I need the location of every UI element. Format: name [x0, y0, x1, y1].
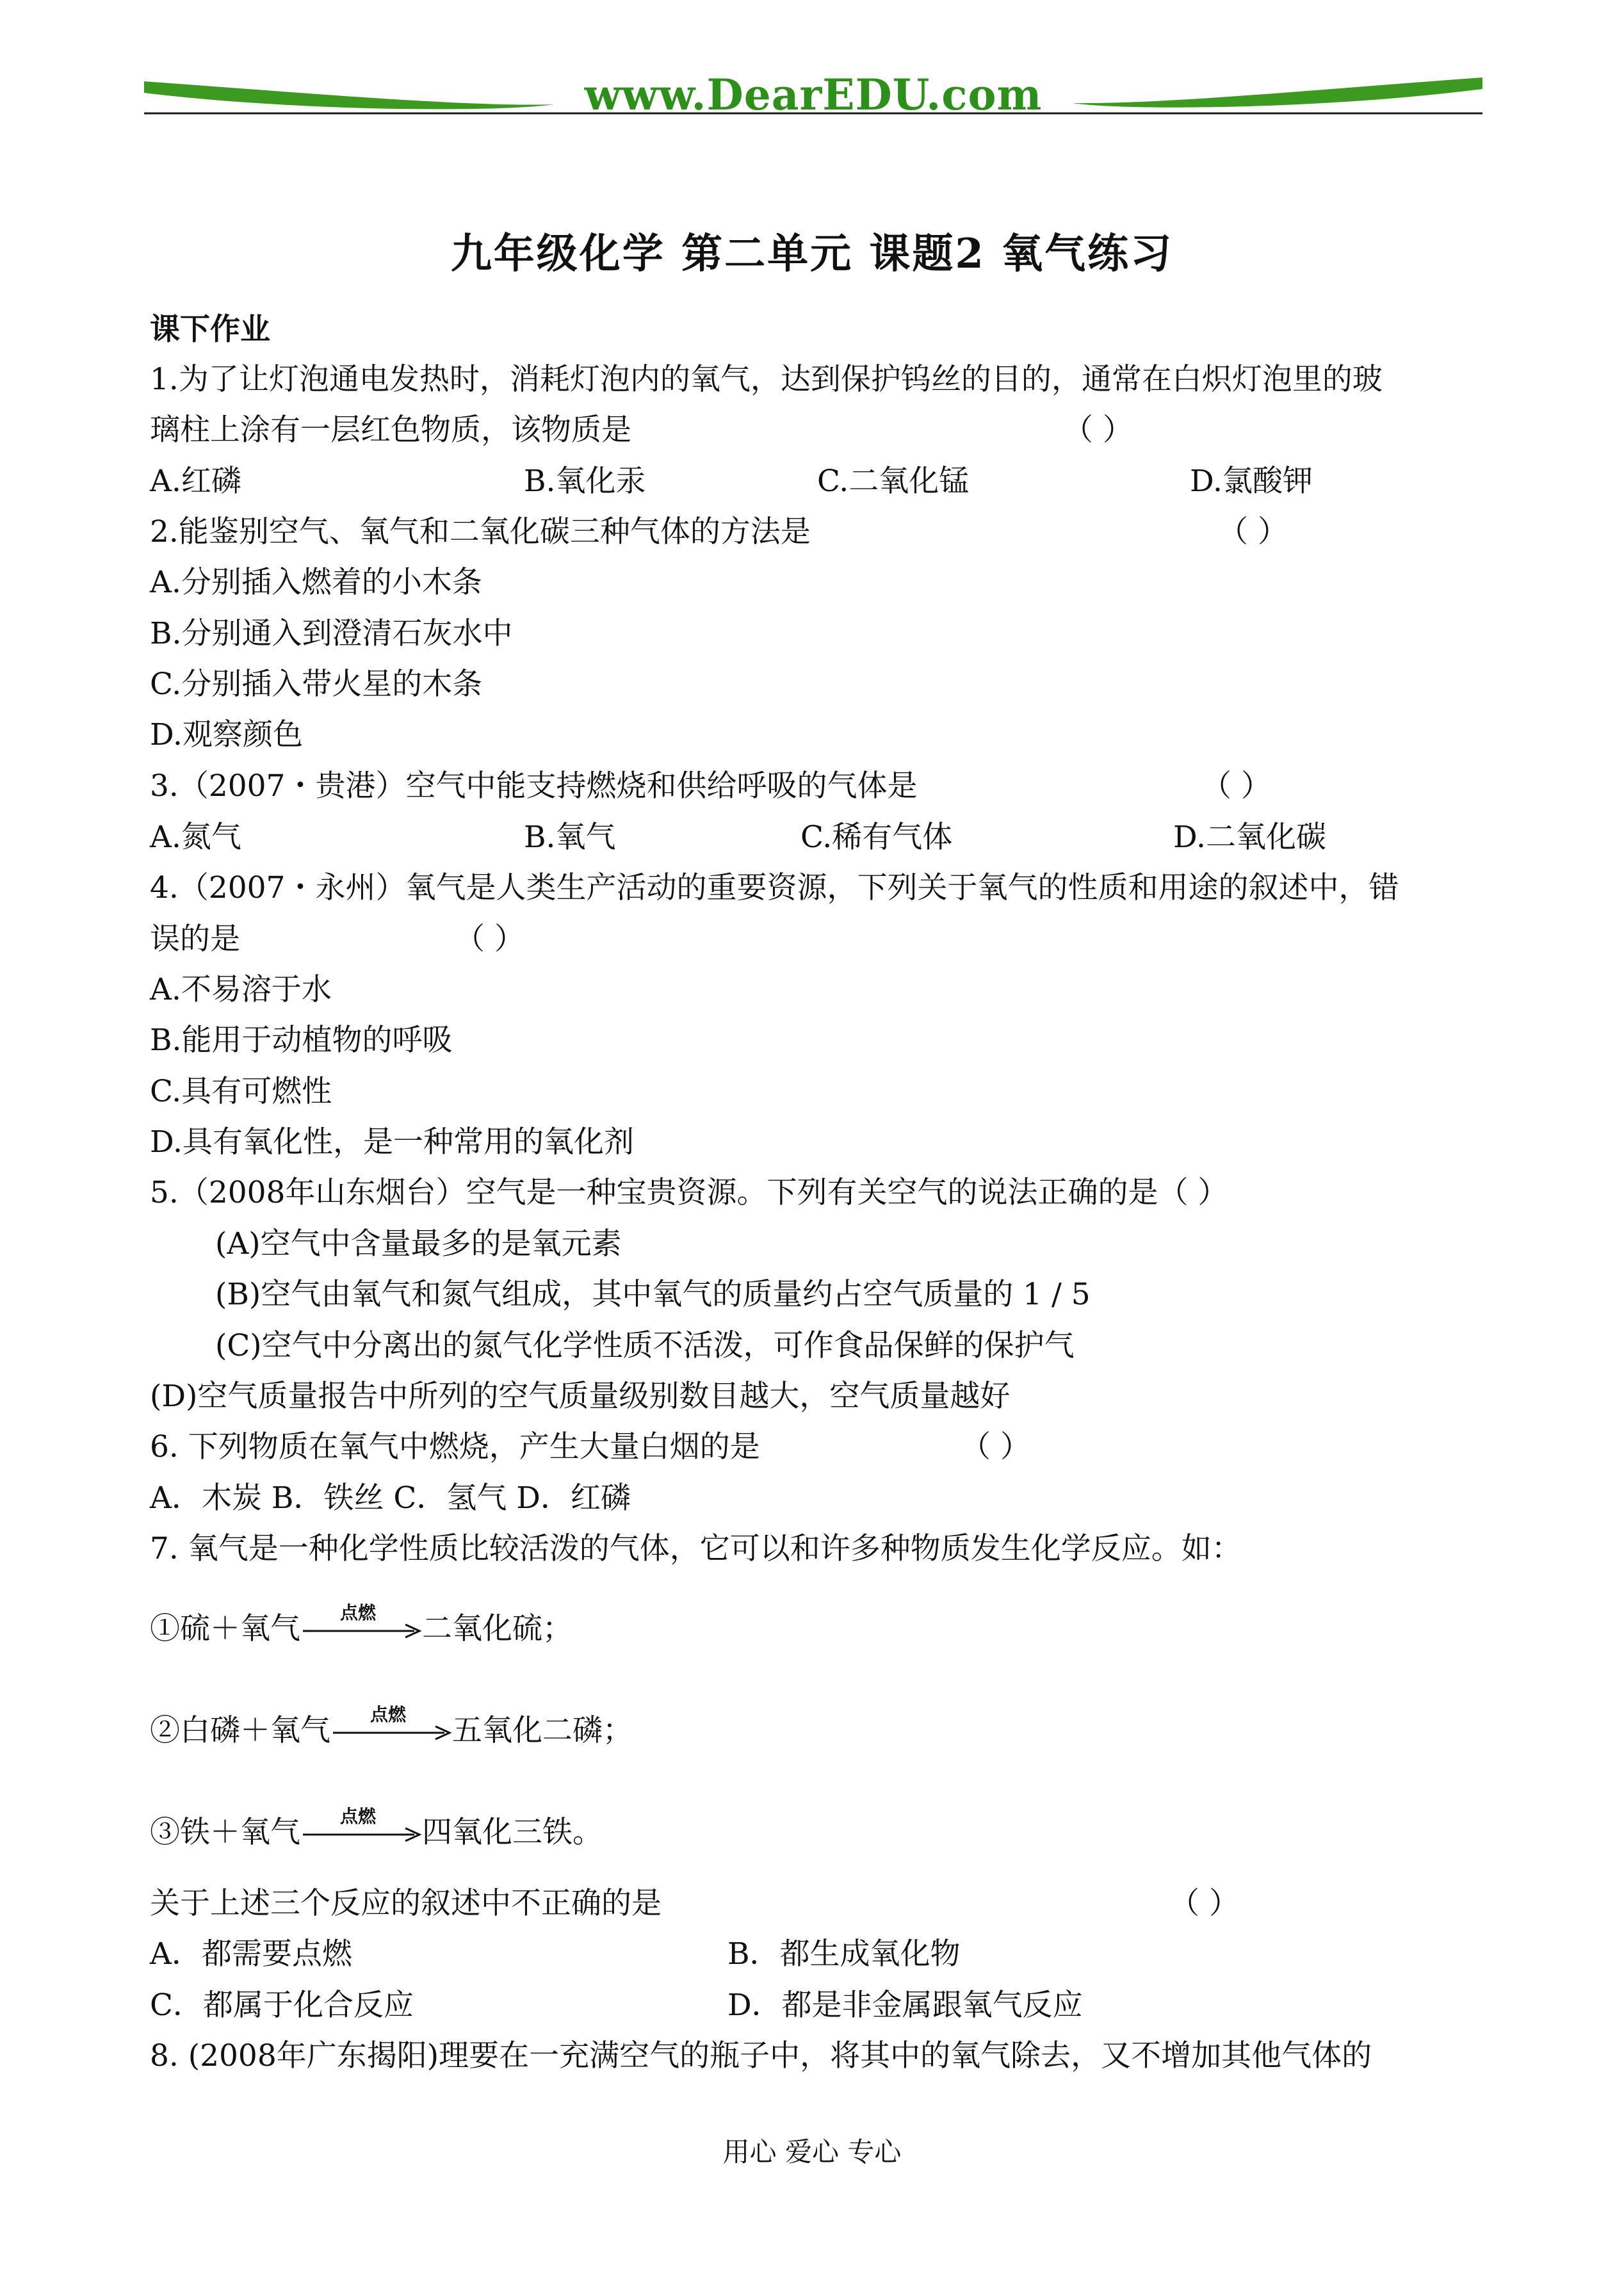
q5-option-d: (D)空气质量报告中所列的空气质量级别数目越大，空气质量越好 — [150, 1379, 1011, 1414]
q3-option-b: B.氧气 — [524, 820, 616, 855]
q4-stem-line1: 4.（2007・永州）氧气是人类生产活动的重要资源，下列关于氧气的性质和用途的叙述中，错 — [150, 870, 1399, 905]
page-title: 九年级化学 第二单元 课题2 氧气练习 — [450, 230, 1174, 278]
q3-option-a: A.氮气 — [150, 820, 241, 855]
q4-option-b: B.能用于动植物的呼吸 — [150, 1023, 453, 1058]
q7-option-b: B．都生成氧化物 — [727, 1936, 961, 1972]
reaction-3-reactants: ③铁＋氧气 — [150, 1815, 300, 1850]
q1-stem-line2: 璃柱上涂有一层红色物质，该物质是 — [150, 412, 631, 448]
q5-option-c: (C)空气中分离出的氮气化学性质不活泼，可作食品保鲜的保护气 — [215, 1328, 1075, 1363]
q4-option-c: C.具有可燃性 — [150, 1074, 332, 1109]
reaction-condition: 点燃 — [369, 1704, 406, 1725]
reaction-3-product: 四氧化三铁。 — [422, 1815, 603, 1850]
q5-stem: 5.（2008年山东烟台）空气是一种宝贵资源。下列有关空气的说法正确的是（ ） — [150, 1175, 1228, 1210]
q1-option-d: D.氯酸钾 — [1190, 464, 1313, 499]
q5-option-a: (A)空气中含量最多的是氧元素 — [215, 1226, 622, 1261]
q1-answer-blank: （ ） — [1063, 412, 1133, 448]
q4-option-a: A.不易溶于水 — [150, 972, 332, 1007]
reaction-condition: 点燃 — [339, 1602, 376, 1623]
q2-answer-blank: （ ） — [1218, 514, 1288, 549]
q1-option-a: A.红磷 — [150, 464, 241, 499]
q7-answer-blank: （ ） — [1169, 1886, 1239, 1921]
q7-reaction-3 — [150, 1808, 603, 1860]
q5-option-b: (B)空气由氧气和氮气组成，其中氧气的质量约占空气质量的 1 / 5 — [215, 1277, 1091, 1312]
q2-option-a: A.分别插入燃着的小木条 — [150, 565, 482, 600]
q6-answer-blank: （ ） — [961, 1429, 1030, 1464]
q4-stem-line2: 误的是 — [150, 921, 240, 957]
q2-option-d: D.观察颜色 — [150, 717, 303, 752]
q1-stem-line1: 1.为了让灯泡通电发热时，消耗灯泡内的氧气，达到保护钨丝的目的，通常在白炽灯泡里的玻 — [150, 362, 1383, 397]
q6-options: A．木炭 B．铁丝 C．氢气 D．红磷 — [150, 1480, 631, 1516]
header-banner — [144, 67, 1482, 128]
q3-option-d: D.二氧化碳 — [1173, 820, 1326, 855]
q2-option-b: B.分别通入到澄清石灰水中 — [150, 616, 513, 651]
q8-stem-line1: 8. (2008年广东揭阳)理要在一充满空气的瓶子中，将其中的氧气除去，又不增加其他气体的 — [150, 2038, 1372, 2073]
q3-option-c: C.稀有气体 — [800, 820, 953, 855]
reaction-1-product: 二氧化硫； — [422, 1611, 572, 1646]
q2-stem: 2.能鉴别空气、氧气和二氧化碳三种气体的方法是 — [150, 514, 811, 549]
page-footer: 用心 爱心 专心 — [722, 2136, 902, 2168]
reaction-2-product: 五氧化二磷； — [452, 1713, 633, 1748]
q2-option-c: C.分别插入带火星的木条 — [150, 667, 483, 702]
q7-option-c: C．都属于化合反应 — [150, 1988, 414, 2023]
q7-option-d: D．都是非金属跟氧气反应 — [727, 1988, 1083, 2023]
q3-stem: 3.（2007・贵港）空气中能支持燃烧和供给呼吸的气体是 — [150, 768, 918, 804]
q7-stem: 7. 氧气是一种化学性质比较活泼的气体，它可以和许多种物质发生化学反应。如： — [150, 1531, 1242, 1566]
q4-option-d: D.具有氧化性，是一种常用的氧化剂 — [150, 1124, 634, 1160]
q7-reaction-1 — [150, 1602, 572, 1656]
q7-reaction-2 — [150, 1704, 633, 1758]
site-logo: www.DearEDU.com — [584, 70, 1043, 120]
q1-option-b: B.氧化汞 — [524, 464, 646, 499]
q7-question: 关于上述三个反应的叙述中不正确的是 — [150, 1886, 662, 1921]
q6-stem: 6. 下列物质在氧气中燃烧，产生大量白烟的是 — [150, 1429, 760, 1464]
section-heading: 课下作业 — [150, 312, 270, 347]
q7-option-a: A．都需要点燃 — [150, 1936, 352, 1972]
reaction-1-reactants: ①硫＋氧气 — [150, 1611, 300, 1646]
reaction-condition: 点燃 — [339, 1806, 376, 1827]
q3-answer-blank: （ ） — [1201, 768, 1271, 804]
reaction-arrow — [300, 1602, 422, 1650]
q4-answer-blank: （ ） — [455, 921, 524, 957]
reaction-arrow — [330, 1704, 452, 1752]
reaction-arrow — [300, 1806, 422, 1854]
q1-option-c: C.二氧化锰 — [817, 464, 970, 499]
reaction-2-reactants: ②白磷＋氧气 — [150, 1713, 330, 1748]
